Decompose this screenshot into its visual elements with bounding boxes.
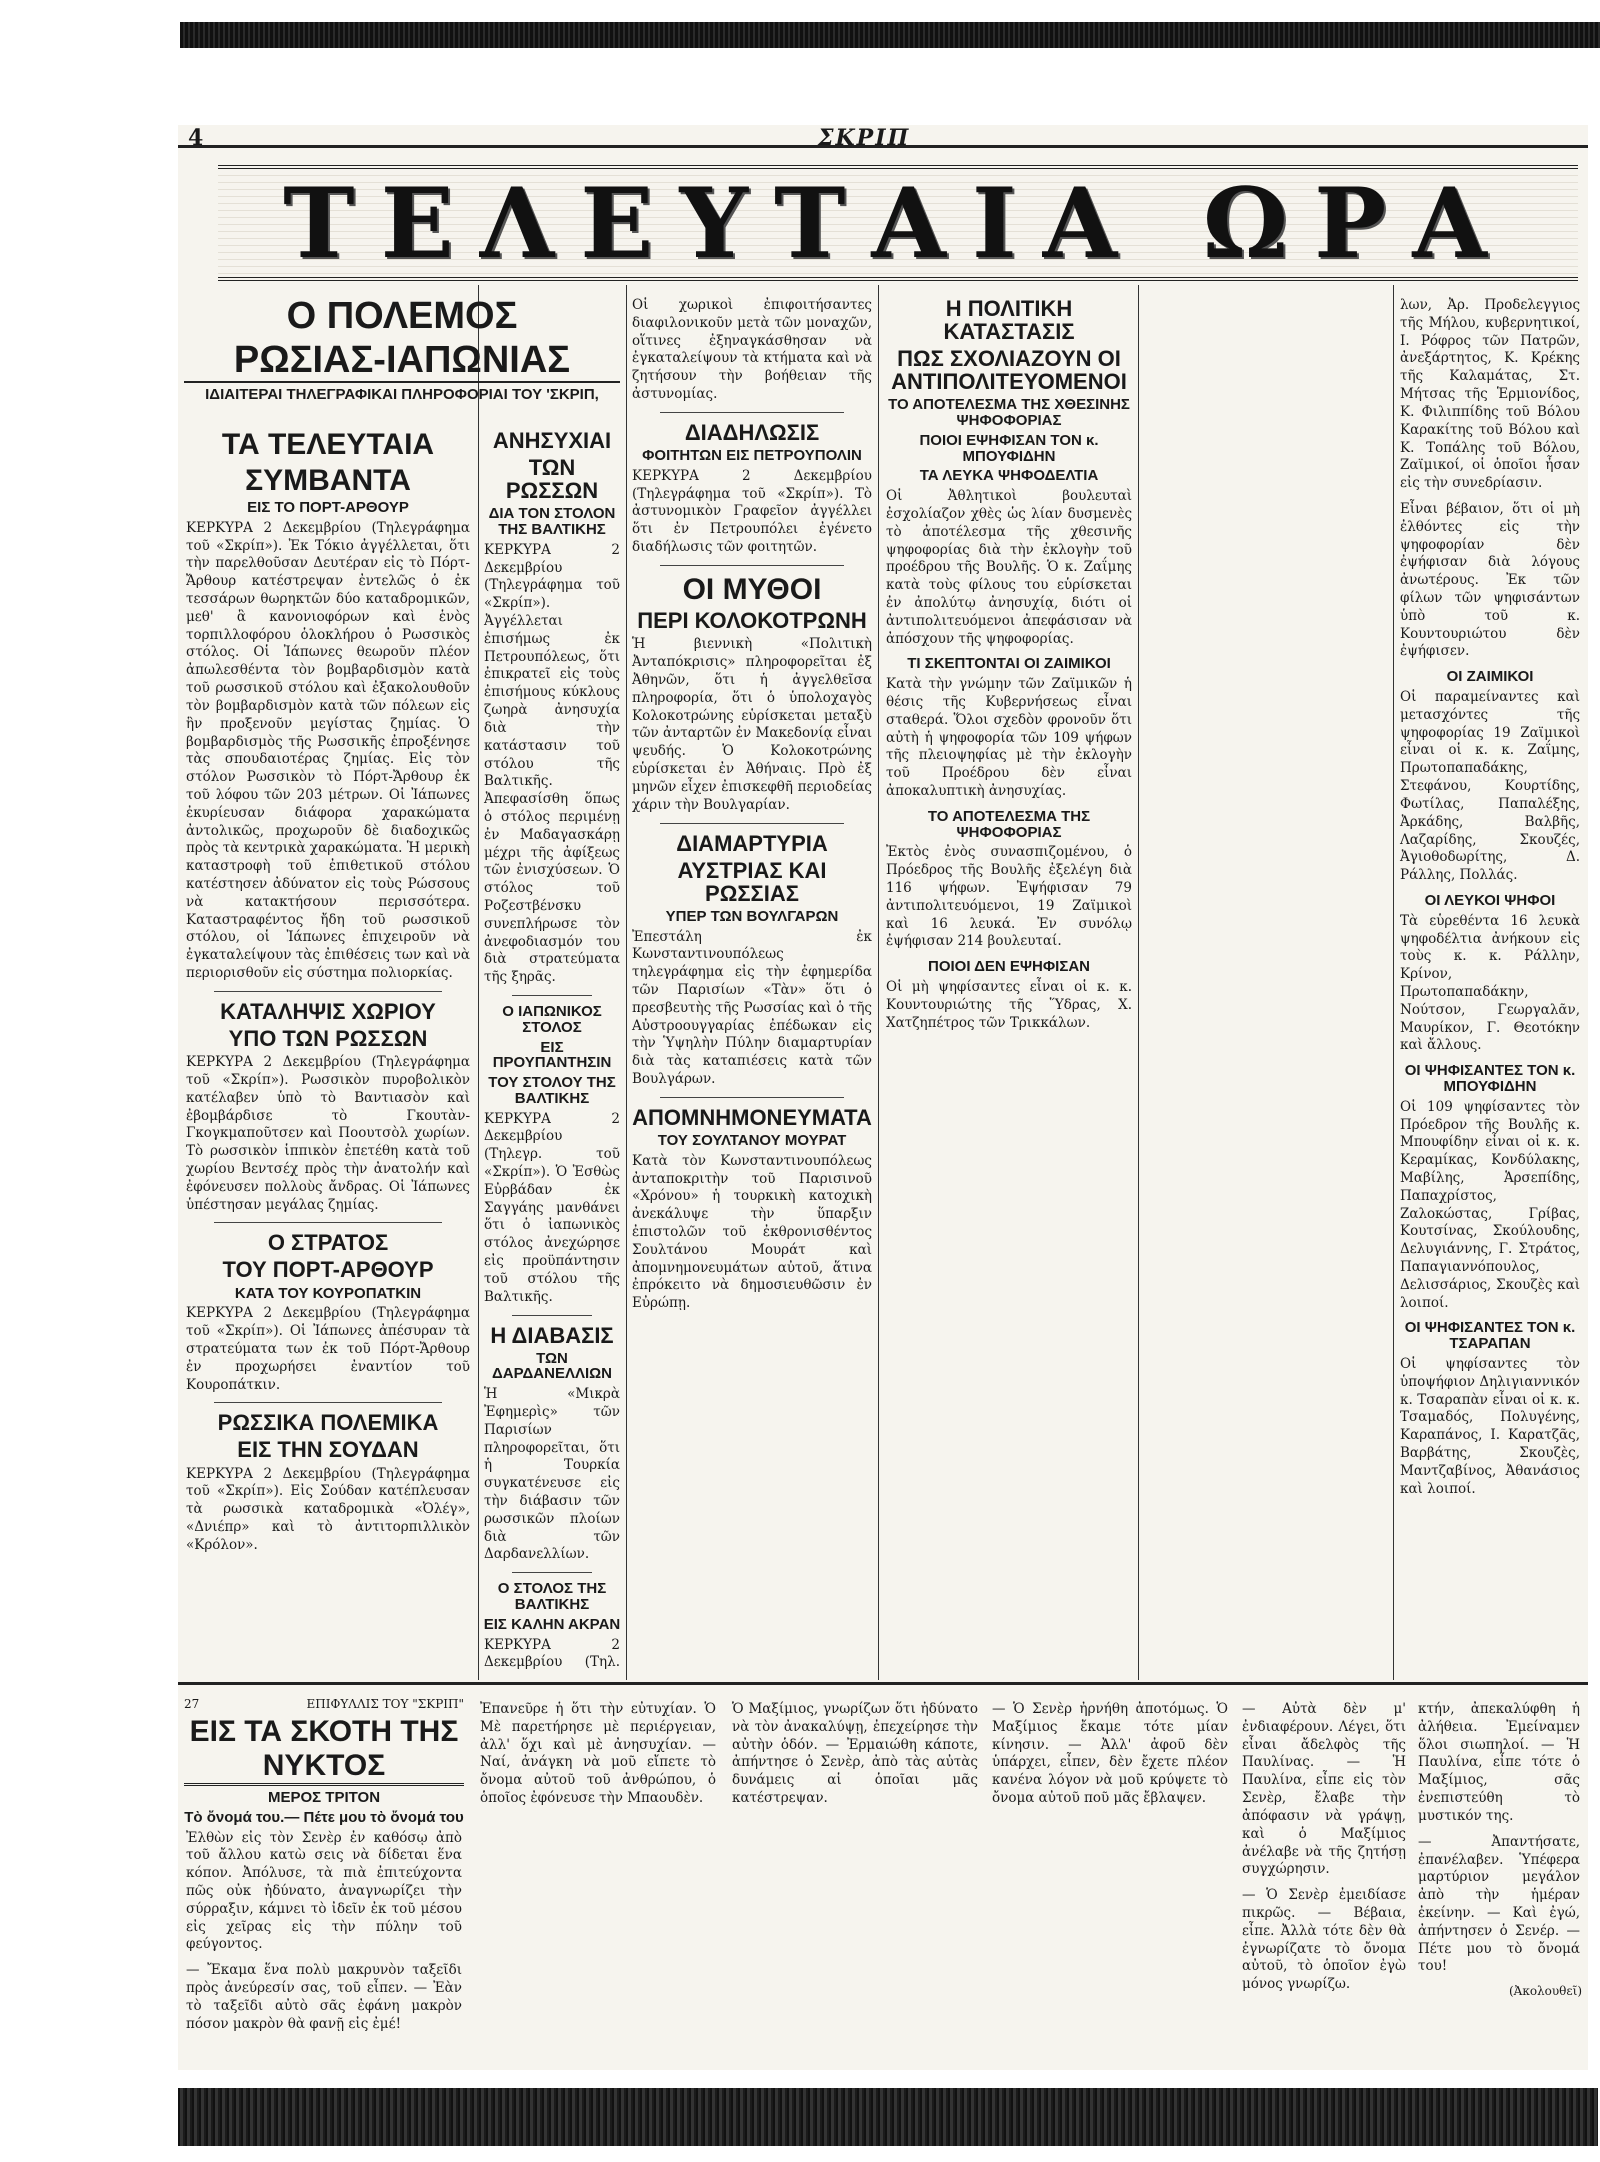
- article-title: ΠΕΡΙ ΚΟΛΟΚΟΤΡΩΝΗ: [637, 608, 867, 634]
- article-body: Οἱ χωρικοὶ ἐπιφοιτήσαντες διαφιλονικοῦν μετὰ τῶν μοναχῶν, οἵτινες ἐξηναγκάσθησαν νὰ ἐγκαταλείψουν τὰ κτήματα καὶ νὰ ζητήσουν τὴν βοήθειαν τῆς ἀστυνομίας.: [632, 297, 872, 403]
- article-body: Οἱ ψηφίσαντες τὸν ὑποψήφιον Δηλιγιαννικόν κ. Τσαραπὰν εἶναι οἱ κ. κ. Τσαμαδός, Πολυγένης, Καραπάνος, Ι. Καρατζᾶς, Βαρβάτης, Σκουζὲς, Μαντζαβίνος, Ἀθανάσιος καὶ λοιποί.: [1400, 1355, 1580, 1497]
- serial-col-3: [730, 1697, 980, 2057]
- serial-part: ΜΕΡΟΣ ΤΡΙΤΟΝ: [267, 1789, 381, 1806]
- article-title: ΦΟΙΤΗΤΩΝ ΕΙΣ ΠΕΤΡΟΥΠΟΛΙΝ: [642, 446, 862, 464]
- article-title: Ο ΣΤΟΛΟΣ ΤΗΣ ΒΑΛΤΙΚΗΣ: [497, 1580, 607, 1613]
- article-title: ΣΥΜΒΑΝΤΑ: [245, 463, 411, 497]
- serial-paragraph: — Αὐτὰ δὲν μ' ἐνδιαφέρουν. Λέγει, ὅτι εἶναι ἄδελφὸς τῆς Παυλίνας. — Ἡ Παυλίνα, εἶπε εἰς τὸν Σενὲρ, ἔλαβε τὴν ἀπόφασιν νὰ γράψῃ, καὶ ὁ Μαξίμιος ἀνέλαβε νὰ τῆς ζητήσῃ συγχώρησιν.: [1242, 1701, 1406, 1878]
- serial-col-6: [1416, 1697, 1582, 2057]
- serial-col-4: [990, 1697, 1230, 2057]
- article-body: Τὰ εὑρεθέντα 16 λευκὰ ψηφοδέλτια ἀνήκουν εἰς τοὺς κ. κ. Ράλλην, Κρίνον, Πρωτοπαπαδάκην, Νούτσον, Γεωργαλᾶν, Μαυρίκον, Γ. Θεοτόκην καὶ ἄλλους.: [1400, 912, 1580, 1054]
- serial-paragraph: Ὁ Μαξίμιος, γνωρίζων ὅτι ἠδύνατο νὰ τὸν ἀνακαλύψῃ, ἐπεχείρησε τὴν αὐτὴν ὁδόν. — Ἐρμαιώθη κάποτε, ἀπήντησε ὁ Σενὲρ, ἀπὸ τὰς αὐτὰς δυνάμεις αἱ ὁποῖαι μᾶς κατέστρεψαν.: [732, 1701, 978, 1807]
- serial-label: ΕΠΙΦΥΛΛΙΣ ΤΟΥ "ΣΚΡΙΠ": [306, 1697, 464, 1711]
- newspaper-page: [178, 125, 1588, 2070]
- serial-continued: (Ἀκολουθεῖ): [1508, 1984, 1582, 1999]
- article-body: Κατὰ τὸν Κωνσταντινουπόλεως ἀνταποκριτὴν τοῦ Παρισινοῦ «Χρόνου» ἡ τουρκικὴ κατοχικὴ ἀνεκάλυψε τὴν ὕπαρξιν ἐπιστολῶν τοῦ ἐκθρονισθέντος Σουλτάνου Μουράτ καὶ ἀπομνημονευμάτων αὐτοῦ, ἅτινα ἐπρόκειτο νὰ δημοσιευθῶσιν ἐν Εὐρώπῃ.: [632, 1152, 872, 1312]
- article-title: ΕΙΣ ΠΡΟΥΠΑΝΤΗΣΙΝ: [492, 1038, 612, 1072]
- article-body: λων, Ἀρ. Προδελεγγιος τῆς Μήλου, κυβερνητικοί, Ι. Ρόφρος τῶν Πατρῶν, ἀνεξάρτητος, Κ. Κρέκης τῆς Καλαμάτας, Στ. Μήτσας τῆς Ἑρμιονίδος, Κ. Φιλιππίδης τοῦ Βόλου Καρακίτης τοῦ Βόλου καὶ Κ. Τοπάλης τοῦ Βόλου, Ζαϊμικοί, οἱ ὁποῖοι ἦσαν εἰς τὴν συνεδρίασιν.: [1400, 297, 1580, 492]
- article-subtitle: ΤΙ ΣΚΕΠΤΟΝΤΑΙ ΟΙ ΖΑΙΜΙΚΟΙ: [907, 655, 1111, 673]
- war-title-1: Ο ΠΟΛΕΜΟΣ: [286, 295, 518, 337]
- article-title: ΔΙΑΜΑΡΤΥΡΙΑ: [676, 830, 828, 856]
- column-3: [630, 293, 874, 1678]
- politics-title: ΠΩΣ ΣΧΟΛΙΑΖΟΥΝ ΟΙ ΑΝΤΙΠΟΛΙΤΕΥΟΜΕΝΟΙ: [891, 346, 1127, 395]
- article-body: Ἡ «Μικρὰ Ἐφημερὶς» τῶν Παρισίων πληροφορεῖται, ὅτι ἡ Τουρκία συγκατένευσε εἰς τὴν διάβασιν τῶν ρωσσικῶν πλοίων διὰ τῶν Δαρδανελλίων.: [484, 1386, 620, 1563]
- article-body: ΚΕΡΚΥΡΑ 2 Δεκεμβρίου (Τηλεγράφημα τοῦ «Σκρίπ»). Τὸ ἀστυνομικὸν Γραφεῖον ἀγγέλλει ὅτι ἐν Πετρουπόλει ἐγένετο διαδήλωσις τῶν φοιτητῶν.: [632, 467, 872, 555]
- serial-divider: [178, 1682, 1588, 1685]
- article-body: ΚΕΡΚΥΡΑ 2 Δεκεμβρίου (Τηλεγράφημα τοῦ «Σκρίπ»). Εἰς Σούδαν κατέπλευσαν τὰ ρωσσικὰ καταδρομικὰ «Ὀλέγ», «Δνιέπρ» καὶ τὸ ἀντιτορπιλλικὸν «Κρόλον».: [186, 1465, 470, 1553]
- article-title: ΕΙΣ ΤΗΝ ΣΟΥΔΑΝ: [237, 1437, 419, 1463]
- article-subtitle: ΤΟ ΑΠΟΤΕΛΕΣΜΑ ΤΗΣ ΨΗΦΟΦΟΡΙΑΣ: [927, 807, 1091, 841]
- column-rule: [1393, 285, 1394, 1680]
- article-body: ΚΕΡΚΥΡΑ 2 Δεκεμβρίου (Τηλεγράφημα τοῦ «Σκρίπ»). Ρωσσικὸν πυροβολικὸν κατέλαβεν ὑπὸ τὸ Βαντιασὸν καὶ ἐβομβάρδισε τὸ Γκουτὰν-Γκογκμαποῦτσεν καὶ Ποουτσὸλ χωρίων. Τὸ ρωσσικὸν ἱππικὸν ἐπετέθη κατὰ τοῦ χωρίου Βεντσέχ πρὸς τὴν ἀνατολήν καὶ ἐφόνευσεν πολλοὺς ἄνδρας. Οἱ Ἰάπωνες ὑπέστησαν μεγάλας ζημίας.: [186, 1054, 470, 1213]
- paper-name: ΣΚΡΙΠ: [818, 125, 911, 151]
- divider: [660, 565, 844, 566]
- column-rule: [1138, 285, 1139, 1680]
- divider: [660, 1097, 844, 1098]
- article-title: ΔΙΑΔΗΛΩΣΙΣ: [684, 419, 820, 445]
- article-title: ΑΥΣΤΡΙΑΣ ΚΑΙ ΡΩΣΣΙΑΣ: [677, 857, 827, 906]
- article-subtitle: ΟΙ ΖΑΙΜΙΚΟΙ: [1446, 668, 1534, 686]
- article-title: ΤΑ ΤΕΛΕΥΤΑΙΑ: [221, 428, 435, 461]
- divider: [660, 412, 844, 413]
- serial-intro: [184, 1697, 464, 2057]
- article-body: ΚΕΡΚΥΡΑ 2 Δεκεμβρίου (Τηλεγράφημα τοῦ «Σκρίπ»). Ἀγγέλλεται ἐπισήμως ἐκ Πετρουπόλεως, ὅτι ἐπικρατεῖ εἰς τοὺς ἐπισήμους κύκλους ζωηρὰ ἀνησυχία διὰ τὴν κατάστασιν τοῦ στόλου τῆς Βαλτικῆς. Ἀπεφασίσθη ὅπως ὁ στόλος περιμένῃ ἐν Μαδαγασκάρῃ μέχρι τῆς ἀφίξεως τῶν ἐνισχύσεων. Ὁ στόλος τοῦ Ροζεστβένσκυ συνεπλήρωσε τὸν ἀνεφοδιασμόν του διὰ στρατεύματα τῆς ξηρᾶς.: [484, 541, 620, 986]
- article-title: ΤΩΝ ΔΑΡΔΑΝΕΛΛΙΩΝ: [492, 1349, 612, 1383]
- article-title: ΤΩΝ ΡΩΣΣΩΝ: [505, 455, 599, 504]
- top-border-band: [180, 22, 1600, 48]
- serial-paragraph: — Ἀπαντήσατε, ἐπανέλαβεν. Ὑπέφερα μαρτύριον μεγάλον ἀπὸ τὴν ἡμέραν ἐκείνην. — Καὶ ἐγώ, ἀπήντησεν ὁ Σενέρ. — Πέτε μου τὸ ὄνομά του!: [1418, 1833, 1580, 1975]
- article-body: Εἶναι βέβαιον, ὅτι οἱ μὴ ἐλθόντες εἰς τὴν ψηφοφορίαν δὲν ἐψήφισαν διὰ λόγους ἀνωτέρους. Ἐκ τῶν φίλων τῶν ψηφισάντων ὑπὸ τοῦ κ. Κουντουριώτου δὲν ἐψήφισεν.: [1400, 500, 1580, 660]
- article-subtitle: ΔΙΑ ΤΟΝ ΣΤΟΛΟΝ ΤΗΣ ΒΑΛΤΙΚΗΣ: [488, 505, 616, 539]
- war-subtitle: ΙΔΙΑΙΤΕΡΑΙ ΤΗΛΕΓΡΑΦΙΚΑΙ ΠΛΗΡΟΦΟΡΙΑΙ ΤΟΥ 'ΣΚΡΙΠ,: [205, 385, 599, 403]
- section-banner: [218, 165, 1578, 281]
- divider: [512, 1315, 592, 1316]
- article-subtitle: ΠΟΙΟΙ ΔΕΝ ΕΨΗΦΙΣΑΝ: [927, 958, 1091, 976]
- divider: [660, 823, 844, 824]
- article-subtitle: ΟΙ ΨΗΦΙΣΑΝΤΕΣ ΤΟΝ κ. ΜΠΟΥΦΙΔΗΝ: [1404, 1062, 1576, 1095]
- serial-paragraph: Ἐπανεῦρε ἡ ὅτι τὴν εὐτυχίαν. Ὁ Μὲ παρετήρησε μὲ περιέργειαν, ἀλλ' ὅχι καὶ μὲ ἀνησυχίαν. — Ναί, ἀνάγκη νὰ μοῦ εἴπετε τὸ ὄνομα αὐτοῦ τοῦ ἀνθρώπου, ὁ ὁποῖος ἐφόνευσε τὴν Μπαουδὲν.: [480, 1701, 716, 1807]
- serial-paragraph: — Ἔκαμα ἕνα πολὺ μακρυνὸν ταξεῖδι πρὸς ἀνεύρεσίν σας, τοῦ εἶπεν. — Ἐὰν τὸ ταξεῖδι αὐτὸ σᾶς ἐφάνη μακρὸν πόσον μακρὸν θὰ φανῇ εἰς ἐμέ!: [186, 1962, 462, 2032]
- serial-paragraph: — Ὁ Σενὲρ ἐμειδίασε πικρῶς. — Βέβαια, εἶπε. Ἀλλὰ τότε δὲν θὰ ἐγνωρίζατε τὸ ὄνομα αὐτοῦ, τὸ ὁποῖον ἐγὼ μόνος γνωρίζω.: [1242, 1887, 1406, 1993]
- politics-title: Η ΠΟΛΙΤΙΚΗ ΚΑΤΑΣΤΑΣΙΣ: [943, 296, 1075, 345]
- article-subtitle: ΤΟΥ ΣΤΟΛΟΥ ΤΗΣ ΒΑΛΤΙΚΗΣ: [488, 1074, 616, 1107]
- article-subtitle: ΥΠΕΡ ΤΩΝ ΒΟΥΛΓΑΡΩΝ: [665, 907, 839, 925]
- serial-number: 27: [184, 1697, 200, 1711]
- article-subtitle: ΚΑΤΑ ΤΟΥ ΚΟΥΡΟΠΑΤΚΙΝ: [234, 1284, 422, 1302]
- article-title: ΑΝΗΣΥΧΙΑΙ: [492, 428, 612, 453]
- serial-lead: Τὸ ὄνομά του.— Πέτε μου τὸ ὄνομά του: [184, 1808, 464, 1826]
- article-title: Ο ΣΤΡΑΤΟΣ: [267, 1230, 389, 1256]
- article-title: ΑΠΟΜΝΗΜΟΝΕΥΜΑΤΑ: [632, 1104, 872, 1130]
- column-5: [1398, 293, 1582, 1678]
- column-4: [884, 293, 1134, 1678]
- article-title: Ο ΙΑΠΩΝΙΚΟΣ ΣΤΟΛΟΣ: [502, 1003, 602, 1036]
- article-body: ΚΕΡΚΥΡΑ 2 Δεκεμβρίου (Τηλ.: [484, 1636, 620, 1670]
- article-title: ΕΙΣ ΚΑΛΗΝ ΑΚΡΑΝ: [483, 1615, 621, 1633]
- article-title: ΟΙ ΜΥΘΟΙ: [682, 572, 822, 606]
- bottom-border-band: [178, 2088, 1598, 2146]
- article-subtitle: ΕΙΣ ΤΟ ΠΟΡΤ-ΑΡΘΟΥΡ: [247, 499, 409, 516]
- column-1: [184, 425, 472, 1670]
- divider: [214, 991, 442, 992]
- politics-subtitle: ΤΟ ΑΠΟΤΕΛΕΣΜΑ ΤΗΣ ΧΘΕΣΙΝΗΣ ΨΗΦΟΦΟΡΙΑΣ: [888, 396, 1130, 430]
- serial-paragraph: Ἐλθὼν εἰς τὸν Σενὲρ ἐν καθόσῳ ἀπὸ τοῦ ἄλλου κατὼ σεις νὰ δίδεται ἕνα κόπον. Ἀπόλυσε, τὰ πιὰ ἐπιτεύχοντα πῶς οὐκ ἠδύνατο, ἀναγνωρίζει τὴν σύρραξιν, κάμνει τὸ ἰδεῖν ἐκ τοῦ μέσου εἰς χεῖρας εἰς τὴν πύλην τοῦ φεύγοντος.: [186, 1829, 462, 1953]
- article-body: Οἱ μὴ ψηφίσαντες εἶναι οἱ κ. κ. Κουντουριώτης τῆς Ὕδρας, Χ. Χατζηπέτρος τῶν Τρικκάλων.: [886, 979, 1132, 1031]
- divider: [214, 1222, 442, 1223]
- column-rule: [478, 285, 479, 1680]
- article-body: Κατὰ τὴν γνώμην τῶν Ζαϊμικῶν ἡ θέσις τῆς Κυβερνήσεως εἶναι σταθερά. Ὅλοι σχεδὸν φρονοῦν ὅτι αὐτὴ ἡ ψηφοφορία τῶν 109 ψήφων τῆς πλειοψηφίας μὲ τὴν ἐκλογὴν τοῦ Προέδρου δὲν εἶναι ἀποκαλυπτικὴ ἀνησυχίας.: [886, 676, 1132, 800]
- article-title: ΤΟΥ ΣΟΥΛΤΑΝΟΥ ΜΟΥΡΑΤ: [657, 1131, 847, 1149]
- article-title: ΥΠΟ ΤΩΝ ΡΩΣΣΩΝ: [228, 1025, 428, 1051]
- article-title: ΚΑΤΑΛΗΨΙΣ ΧΩΡΙΟΥ: [220, 998, 436, 1024]
- article-subtitle: ΟΙ ΨΗΦΙΣΑΝΤΕΣ ΤΟΝ κ. ΤΣΑΡΑΠΑΝ: [1404, 1319, 1576, 1353]
- article-title: Η ΔΙΑΒΑΣΙΣ: [490, 1322, 614, 1348]
- article-body: ΚΕΡΚΥΡΑ 2 Δεκεμβρίου (Τηλεγρ. τοῦ «Σκρίπ»). Ὁ Ἐσθὼς Εὐρβάδαν ἐκ Σαγγάης μανθάνει ὅτι ὁ ἰαπωνικὸς στόλος ἀνεχώρησε εἰς προϋπάντησιν τοῦ στόλου τῆς Βαλτικῆς.: [484, 1110, 620, 1305]
- banner-title: ΤΕΛΕΥΤΑΙΑ ΩΡΑ: [283, 166, 1513, 280]
- divider: [512, 1572, 592, 1573]
- divider: [512, 995, 592, 996]
- article-subtitle: ΟΙ ΛΕΥΚΟΙ ΨΗΦΟΙ: [1424, 891, 1556, 909]
- article-body: Οἱ παραμείναντες καὶ μετασχόντες τῆς ψηφοφορίας 19 Ζαϊμικοὶ εἶναι οἱ κ. κ. Ζαΐμης, Πρωτοπαπαδάκης, Στεφάνου, Κουρτίδης, Φωτίλας, Παπαλέξης, Ἀρκάδης, Βαλβῆς, Λαζαρίδης, Σκουζές, Ἀγιοθοδωρίτης, Δ. Ράλλης, Πολλάς.: [1400, 689, 1580, 884]
- article-body: ΚΕΡΚΥΡΑ 2 Δεκεμβρίου (Τηλεγράφημα τοῦ «Σκρίπ»). Οἱ Ἰάπωνες ἀπέσυραν τὰ στρατεύματα των ἐκ τοῦ Πόρτ-Ἄρθουρ ἐν προχωρήσει ἐναντίον τοῦ Κουροπάτκιν.: [186, 1305, 470, 1393]
- article-body: Ἡ βιεννικὴ «Πολιτικὴ Ἀνταπόκρισις» πληροφορεῖται ἐξ Ἀθηνῶν, ὅτι ἡ ἀγγελθεῖσα πληροφορία, ὅτι ὁ ὑπολοχαγὸς Κολοκοτρώνης εὑρίσκεται μεταξὺ τῶν ἀνταρτῶν ἐν Μακεδονίᾳ εἶναι ψευδής. Ὁ Κολοκοτρώνης εὑρίσκεται ἐν Ἀθήναις. Πρὸ ἐξ μηνῶν εἶχεν ἐπισκεφθῆ περιοδείας χάριν τὴν Βουλγαρίαν.: [632, 636, 872, 813]
- article-body: Ἐκτὸς ἐνὸς συνασπιζομένου, ὁ Πρόεδρος τῆς Βουλῆς ἐξελέγη διὰ 116 ψήφων. Ἐψήφισαν 79 ἀντιπολιτευόμενοι, 19 Ζαϊμικοὶ καὶ 16 λευκά. Ἐν συνόλῳ ἐψήφισαν 214 βουλευταί.: [886, 844, 1132, 950]
- divider: [214, 1402, 442, 1403]
- column-rule: [626, 285, 627, 1680]
- war-title-2: ΡΩΣΙΑΣ-ΙΑΠΩΝΙΑΣ: [184, 341, 620, 383]
- page-number: 4: [188, 125, 204, 151]
- serial-col-5: [1240, 1697, 1408, 2057]
- article-title: ΤΟΥ ΠΟΡΤ-ΑΡΘΟΥΡ: [222, 1257, 434, 1283]
- politics-subtitle: ΤΑ ΛΕΥΚΑ ΨΗΦΟΔΕΛΤΙΑ: [919, 467, 1099, 485]
- column-rule: [878, 285, 879, 1680]
- article-body: Οἱ Ἀθλητικοὶ βουλευταὶ ἐσχολίαζον χθὲς ὡς λίαν δυσμενὲς τὸ ἀποτέλεσμα τῆς χθεσινῆς ψηφοφορίας διὰ τὴν ἐκλογὴν τοῦ προέδρου τῆς Βουλῆς. Ὁ κ. Ζαΐμης κατὰ τοὺς φίλους του εὑρίσκεται ἐν ἀπολύτῳ ἀνησυχίᾳ, διότι οἱ ἀντιπολιτευόμενοι ἀπεφάσισαν νὰ ἀπόσχουν τῆς ψηφοφορίας.: [886, 488, 1132, 647]
- article-body: Οἱ 109 ψηφίσαντες τὸν Πρόεδρον τῆς Βουλῆς κ. Μπουφίδην εἶναι οἱ κ. κ. Κεραμίκας, Κονδύλακης, Μαβίλης, Ἁρσεπίδης, Παπαχρίστος, Ζαλοκώστας, Γρίβας, Κουτσίνας, Σκούλουδης, Δελυγιάννης, Γ. Στράτος, Παπαγιαννόπουλος, Δελισσάριος, Σκουζὲς καὶ λοιποί.: [1400, 1098, 1580, 1311]
- serial-paragraph: κτήν, ἀπεκαλύφθη ἡ ἀλήθεια. Ἐμείναμεν ὅλοι σιωπηλοί. — Ἡ Παυλίνα, εἶπε τότε ὁ Μαξίμιος, σᾶς ἐνεπιστεύθη τὸ μυστικόν της.: [1418, 1701, 1580, 1824]
- article-title: ΡΩΣΣΙΚΑ ΠΟΛΕΜΙΚΑ: [217, 1410, 439, 1436]
- article-body: Ἐπεστάλη ἐκ Κωνσταντινουπόλεως τηλεγράφημα εἰς τὴν ἐφημερίδα τῶν Παρισίων «Τὰν» ὅτι ὁ πρεσβευτὴς τῆς Ρωσσίας καὶ ὁ τῆς Αὐστροουγγαρίας ἐπέδωκαν εἰς τὴν Ὑψηλὴν Πύλην διαμαρτυρίαν διὰ τὰς καταπιέσεις κατὰ τῶν Βουλγάρων.: [632, 928, 872, 1088]
- serial-col-2: [478, 1697, 718, 2057]
- politics-subtitle: ΠΟΙΟΙ ΕΨΗΦΙΣΑΝ ΤΟΝ κ. ΜΠΟΥΦΙΔΗΝ: [919, 431, 1099, 465]
- header-rule: [178, 145, 1588, 148]
- column-2: [482, 425, 622, 1670]
- serial-paragraph: — Ὁ Σενὲρ ἠρνήθη ἀποτόμως. Ὁ Μαξίμιος ἔκαμε τότε μίαν κίνησιν. — Ἀλλ' ἀφοῦ δὲν ὑπάρχει, εἶπεν, δὲν ἔχετε πλέον κανένα λόγον νὰ μοῦ κρύψετε τὸ ὄνομα αὐτοῦ ποῦ μᾶς ἔβλαψεν.: [992, 1701, 1228, 1807]
- article-body: ΚΕΡΚΥΡΑ 2 Δεκεμβρίου (Τηλεγράφημα τοῦ «Σκρίπ»). Ἐκ Τόκιο ἀγγέλλεται, ὅτι τὴν παρελθοῦσαν Δευτέραν εἰς τὸ Πόρτ-Ἄρθουρ κατέστρεψαν ἐντελῶς ὁ ἐκ τεσσάρων θωρηκτῶν δύο καταδρομικῶν, μεθ' ἃ κανονιοφόρων καὶ ἑνὸς τορπιλλοφόρου ὁλοκλήρου ὁ Ρωσσικὸς στόλος. Οἱ Ἰάπωνες θεωροῦν πλέον ἀπωλεσθέντα τὸν βομβαρδισμὸν κατὰ τοῦ ρωσσικοῦ στόλου καὶ ἐξακολουθοῦν τὸν βομβαρδισμὸν κατὰ τῶν πόλεων εἰς ἣν προξενοῦν μεγίστας ζημίας. Ὁ βομβαρδισμὸς τῆς Ρωσσικῆς ἐπροξένησε τὰς σπουδαιοτέρας ζημίας. Εἰς τὸν στόλον Ρωσσικὸν τὸ Πόρτ-Ἄρθουρ ἐκ τοῦ λόφου τῶν 203 μέτρων. Οἱ Ἰάπωνες ἐκυρίευσαν διάφορα χαρακώματα ἀντολικῶς, προχωροῦν δὲ διαδοχικῶς πρὸς τὰ κεντρικὰ χαρακώματα. Ἡ μερικὴ καταστροφὴ τοῦ ἐπιθετικοῦ στόλου κατέστησεν ἀδύνατον εἰς τοὺς Ρώσσους νὰ κατακτήσουν περισσότερα. Καταστραφέντος ἤδη τοῦ ρωσσικοῦ στόλου, οἱ Ἰάπωνες ἐπιχειροῦν νὰ ἐγκαταλείψουν τὰς ἐπιθέσεις των καὶ νὰ περιορισθοῦν εἰς σύστημα πολιορκίας.: [186, 519, 470, 982]
- serial-title: ΕΙΣ ΤΑ ΣΚΟΤΗ ΤΗΣ ΝΥΚΤΟΣ: [184, 1715, 464, 1786]
- serial-header: [184, 1697, 464, 1711]
